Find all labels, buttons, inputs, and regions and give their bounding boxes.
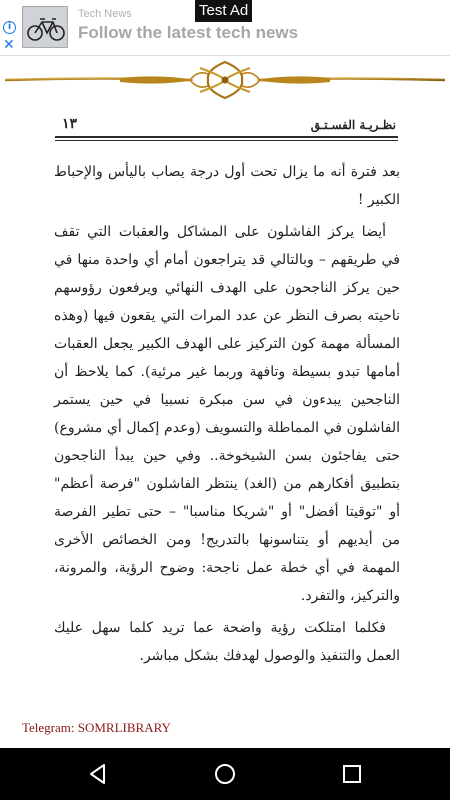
- ad-banner[interactable]: [0, 0, 450, 56]
- paragraph: فكلما امتلكت رؤية واضحة عما تريد كلما سهل عليك العمل والتنفيذ والوصول لهدفك بشكل مباشر.: [54, 620, 400, 664]
- ad-close-icon[interactable]: ✕: [3, 37, 15, 53]
- ad-source[interactable]: Tech News: [78, 8, 132, 20]
- header-rule: [55, 136, 398, 138]
- header-rule-thin: [55, 140, 398, 141]
- page-number: ١٣: [62, 116, 78, 132]
- ad-thumbnail[interactable]: [22, 6, 68, 48]
- test-ad-badge: Test Ad: [195, 0, 252, 22]
- paragraph: أيضا يركز الفاشلون على المشاكل والعقبات التي تقف في طريقهم – وبالتالي قد يتراجعون أمام أي واحدة منها في حين يركز الناجحون على الهدف النهائي ويرفعون رؤوسهم ناحيته بصرف النظر عن عدد المرات التي يقعون فيها (وهذه المسألة مهمة كون التركيز على الهدف الكبير يجعل العقبات أمامها تبدو بسيطة وتافهة وربما غير مرئية). كما يلاحظ أن الناجحين يبدءون في سن مبكرة نسبيا في حين يستمر الفاشلون في المماطلة والتسويف (وعدم إكمال أي مشروع) حتى يفاجئون بسن الشيخوخة.. وفي حين يبدأ الناجحون بتطبيق أفكارهم من (الغد) ينتظر الفاشلون "فرصة أعظم" أو "توقيتا أفضل" أو "شريكا مناسبا" – حتى تطير الفرصة من أيديهم أو يتناسونها بالتدريج! ومن الخصائص الأخرى المهمة في أي خطة عمل ناجحة: وضوح الرؤية، والمرونة، والتركيز، والتفرد.: [54, 224, 400, 604]
- book-title: نظـريـة الفسـتـق: [310, 118, 396, 132]
- back-triangle-icon[interactable]: [86, 762, 110, 786]
- ornament-icon: [0, 56, 450, 104]
- home-circle-icon[interactable]: [213, 762, 237, 786]
- telegram-credit: Telegram: SOMRLIBRARY: [22, 720, 171, 735]
- page-body: [54, 158, 400, 674]
- page-header: [62, 118, 396, 136]
- paragraph: بعد فترة أنه ما يزال تحت أول درجة يصاب باليأس والإحباط الكبير !: [54, 164, 400, 208]
- ad-info-icon[interactable]: i: [3, 21, 16, 34]
- ad-headline[interactable]: Follow the latest tech news: [78, 23, 299, 42]
- recents-square-icon[interactable]: [340, 762, 364, 786]
- ornament-divider: [0, 56, 450, 104]
- navigation-bar: [0, 748, 450, 800]
- bicycle-icon: [23, 7, 68, 48]
